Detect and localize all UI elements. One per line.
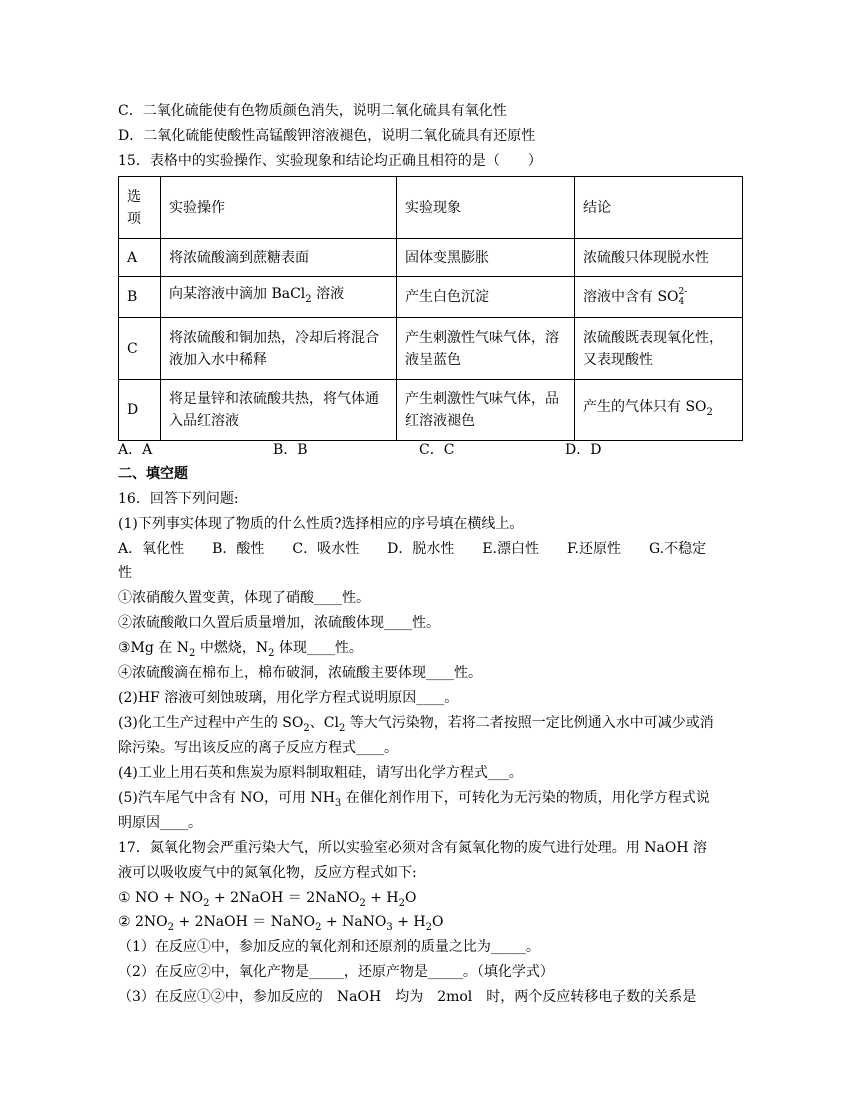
table-row (119, 277, 743, 318)
row-operation: 将浓硫酸滴到蔗糖表面 (161, 239, 397, 277)
header-option: 选项 (119, 177, 161, 239)
answer-d: D．D (565, 442, 602, 458)
q16-item2: ②浓硫酸敞口久置后质量增加，浓硫酸体现____性。 (118, 615, 440, 631)
header-conclusion: 结论 (575, 177, 743, 239)
row-operation: 将足量锌和浓硫酸共热，将气体通入品红溶液 (161, 380, 397, 441)
table-row (119, 318, 743, 380)
row-phenomenon: 产生白色沉淀 (397, 277, 575, 318)
answer-c: C．C (419, 442, 455, 458)
q17-sub1: （1）在反应①中，参加反应的氧化剂和还原剂的质量之比为_____。 (118, 939, 540, 955)
row-conclusion: 溶液中含有 SO 2- 4 (575, 277, 743, 318)
q16-part5-cont: 明原因____。 (118, 815, 202, 831)
row-conclusion: 浓硫酸只体现脱水性 (575, 239, 743, 277)
row-phenomenon: 产生刺激性气味气体，溶液呈蓝色 (397, 318, 575, 380)
row-operation: 将浓硫酸和铜加热，冷却后将混合液加入水中稀释 (161, 318, 397, 380)
row-option: A (119, 239, 161, 277)
question-17-line2: 液可以吸收废气中的氮氧化物，反应方程式如下: (118, 865, 417, 881)
header-phenomenon: 实验现象 (397, 177, 575, 239)
option-c-line: C．二氧化硫能使有色物质颜色消失，说明二氧化硫具有氧化性 (118, 103, 507, 119)
question-15-answers (118, 439, 742, 459)
answer-b: B．B (273, 442, 308, 458)
q16-part3-cont: 除污染。写出该反应的离子反应方程式____。 (118, 740, 398, 756)
q16-item3: ③Mg 在 $N_2$ 中燃烧，$N_2$ 体现____性。 (118, 640, 363, 659)
table-header-row (119, 177, 743, 239)
row-conclusion: 产生的气体只有 $SO_2$ (575, 380, 743, 441)
option-d-line: D．二氧化硫能使酸性高锰酸钾溶液褪色，说明二氧化硫具有还原性 (118, 128, 536, 144)
q16-part5: (5)汽车尾气中含有 NO，可用 $NH_3$ 在催化剂作用下，可转化为无污染的物质，用化学方程式说 (118, 790, 710, 809)
row-operation: 向某溶液中滴加 BaCl$_2$ 溶液 (161, 277, 397, 318)
q16-part1: (1)下列事实体现了物质的什么性质?选择相应的序号填在横线上。 (118, 516, 524, 532)
header-operation: 实验操作 (161, 177, 397, 239)
q17-sub2: （2）在反应②中，氧化产物是_____，还原产物是_____。（填化学式） (118, 964, 554, 980)
row-conclusion: 浓硫酸既表现氧化性，又表现酸性 (575, 318, 743, 380)
answer-a: A．A (118, 442, 153, 458)
q16-item1: ①浓硝酸久置变黄，体现了硝酸____性。 (118, 590, 370, 606)
q16-part4: (4)工业上用石英和焦炭为原料制取粗硅，请写出化学方程式___。 (118, 765, 523, 781)
row-option: C (119, 318, 161, 380)
q16-part2: (2)HF 溶液可刻蚀玻璃，用化学方程式说明原因____。 (118, 690, 459, 706)
q16-item4: ④浓硫酸滴在棉布上，棉布破洞，浓硫酸主要体现____性。 (118, 665, 482, 681)
q16-choices-cont: 性 (118, 565, 132, 581)
table-row (119, 380, 743, 441)
reaction-2: ② $2NO_2$ + 2NaOH ＝ NaNO$_2$ + NaNO$_3$ + $H_2O$ (118, 914, 444, 933)
q16-choices: A．氧化性 B．酸性 C．吸水性 D．脱水性 E.漂白性 F.还原性 G.不稳定 (118, 541, 707, 557)
section-heading: 二、填空题 (118, 466, 188, 482)
row-option: D (119, 380, 161, 441)
question-16-title: 16．回答下列问题: (118, 491, 239, 507)
row-phenomenon: 固体变黑膨胀 (397, 239, 575, 277)
table-row (119, 239, 743, 277)
q16-part3: (3)化工生产过程中产生的 $SO_2$、$Cl_2$ 等大气污染物，若将二者按照一定比例通入水中可减少或消 (118, 715, 714, 734)
q17-sub3: （3）在反应①②中，参加反应的 NaOH 均为 2mol 时，两个反应转移电子数的关系是 (118, 989, 697, 1005)
question-17-line1: 17．氮氧化物会严重污染大气，所以实验室必须对含有氮氧化物的废气进行处理。用 NaOH 溶 (118, 840, 707, 856)
row-phenomenon: 产生刺激性气味气体，品红溶液褪色 (397, 380, 575, 441)
experiment-table (118, 176, 743, 441)
question-15-title: 15．表格中的实验操作、实验现象和结论均正确且相符的是（ ） (118, 153, 542, 169)
row-option: B (119, 277, 161, 318)
reaction-1: ① NO + $NO_2$ + 2NaOH ＝ 2NaNO$_2$ + $H_2O$ (118, 890, 417, 909)
